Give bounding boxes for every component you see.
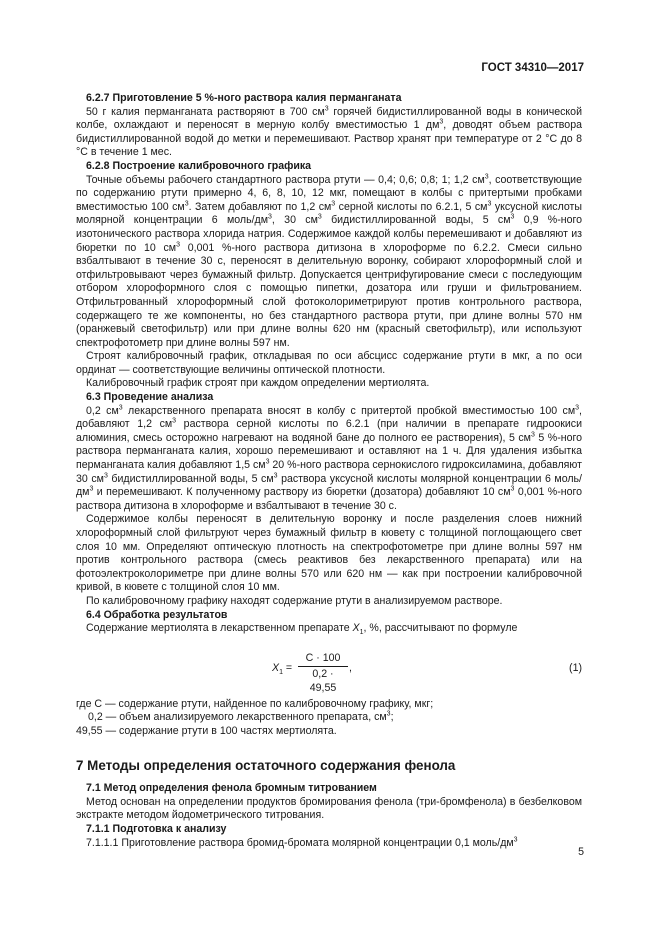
section-7-heading: 7 Методы определения остаточного содержания фенола (76, 757, 456, 773)
legend-line-3: 49,55 — содержание ртути в 100 частях мертиолята. (76, 724, 337, 737)
section-6-3-heading: 6.3 Проведение анализа (86, 391, 214, 404)
formula-legend (76, 698, 582, 739)
legend-line-2: 0,2 — объем анализируемого лекарственного препарата, $см^3$; (88, 710, 394, 724)
section-6-2-8-paragraph-2: Строят калибровочный график, откладывая по оси абсцисс содержание ртути в мкг, а по оси ординат — соответствующие величины оптической плотности. (76, 350, 582, 376)
page-content (76, 92, 582, 850)
legend-line-1: где C — содержание ртути, найденное по калибровочному графику, мкг; (76, 697, 434, 710)
formula-number: (1) (569, 661, 582, 674)
formula-denominator: 0,2 · 49,55 (309, 668, 337, 694)
section-7-1-1-1-heading: 7.1.1.1 Приготовление раствора бромид-бромата молярной концентрации 0,1 моль/$дм^3$ (86, 835, 518, 849)
formula-numerator: C · 100 (298, 652, 348, 668)
section-6-4-heading: 6.4 Обработка результатов (86, 608, 228, 621)
section-6-2-8-paragraph-1: Точные объемы рабочего стандартного раствора ртути — 0,4; 0,6; 0,8; 1; 1,2 $см^3$, соответствующие по содержанию ртути примерно 4, 6, 8, 10, 12 мкг, помещают в колбы с притертыми пробками вместимостью 100 $см^3$. Затем добавляют по 1,2 $см^3$ серной кислоты по 6.2.1, 5 $см^3$ уксусной кислоты молярной концентрации 6 моль/$дм^3$, 30 $см^3$ бидистиллированной воды, 5 $см^3$ 0,9 %-ного изотонического раствора хлорида натрия. Содержимое каждой колбы перемешивают и добавляют из бюретки по 10 $см^3$ 0,001 %-ного раствора дитизона в хлороформе по 6.2.2. Смеси сильно взбалтывают в течение 30 с, переносят в делительную воронку, собирают хлороформный слой и отфильтровывают через бумажный фильтр. Допускается центрифугирование смеси с последующим отбором хлороформного слоя с помощью пипетки, дозатора или груши и фильтрованием. Отфильтрованный хлороформный слой фотоколориметрируют против контрольного раствора, содержащего те же компоненты, но без стандартного раствора ртути, при длине волны 570 нм (оранжевый светофильтр) или при длине волны 620 нм (красный светофильтр), или используют спектрофотометр при длине волны 597 нм. (76, 173, 583, 349)
section-6-3-paragraph-1: 0,2 $см^3$ лекарственного препарата вносят в колбу с притертой пробкой вместимостью 100 $см^3$, добавляют 1,2 $см^3$ раствора серной кислоты по 6.2.1 (при наличии в препарате гидроокиси алюминия, смесь осторожно нагревают на водяной бане до полного ее растворения), 5 $см^3$ 5 %-ного раствора перманганата калия, хорошо перемешивают и оставляют на 1 ч. Для удаления избытка перманганата калия добавляют 1,5 $см^3$ 20 %-ного раствора сернокислого гидроксиламина, добавляют 30 $см^3$ бидистиллированной воды, 5 $см^3$ раствора уксусной кислоты молярной концентрации 6 моль/$дм^3$ и перемешивают. К полученному раствору из бюретки (дозатора) добавляют 10 $см^3$ 0,001 %-ного раствора дитизона в хлороформе и взбалтывают в течение 30 с. (76, 404, 583, 512)
section-6-2-7-heading: 6.2.7 Приготовление 5 %-ного раствора калия перманганата (86, 92, 402, 104)
standard-number: ГОСТ 34310—2017 (481, 62, 584, 74)
section-6-2-7-paragraph: 50 г калия перманганата растворяют в 700 $см^3$ горячей бидистиллированной воды в конической колбе, охлаждают и переносят в мерную колбу вместимостью 1 $дм^3$, доводят объем раствора бидистиллированной водой до метки и перемешивают. Раствор хранят при температуре от 2 °С до 8 °С в течение 1 мес. (76, 105, 582, 159)
formula-1: $X_1$ = $\frac{C \cdot 100}{0,2 \cdot 49,55}$ , (1) (272, 651, 582, 694)
page-number: 5 (578, 846, 584, 858)
section-6-3-paragraph-2: Содержимое колбы переносят в делительную воронку и после разделения слоев нижний хлороформный слой фильтруют через бумажный фильтр в кювету с толщиной поглощающего свет слоя 10 мм. Определяют оптическую плотность на спектрофотометре при длине волны 597 нм против контрольного раствора (смесь реактивов без лекарственного препарата) или на фотоэлектроколориметре при длине волны 570 или 620 нм — как при построении калибровочной кривой, в кювете с толщиной слоя 10 мм. (76, 513, 582, 594)
section-6-3-paragraph-3: По калибровочному графику находят содержание ртути в анализируемом растворе. (86, 594, 503, 607)
section-7-1-heading: 7.1 Метод определения фенола бромным титрованием (86, 782, 377, 795)
section-7-1-1-heading: 7.1.1 Подготовка к анализу (86, 822, 227, 835)
section-6-2-8-heading: 6.2.8 Построение калибровочного графика (86, 159, 312, 172)
section-6-2-8-paragraph-3: Калибровочный график строят при каждом определении мертиолята. (86, 377, 430, 390)
section-6-4-paragraph: Содержание мертиолята в лекарственном препарате $X_1$, %, рассчитывают по формуле (86, 622, 518, 637)
section-7-1-paragraph: Метод основан на определении продуктов бромирования фенола (три-бромфенола) в безбелковом экстракте методом йодометрического титрования. (76, 795, 582, 822)
